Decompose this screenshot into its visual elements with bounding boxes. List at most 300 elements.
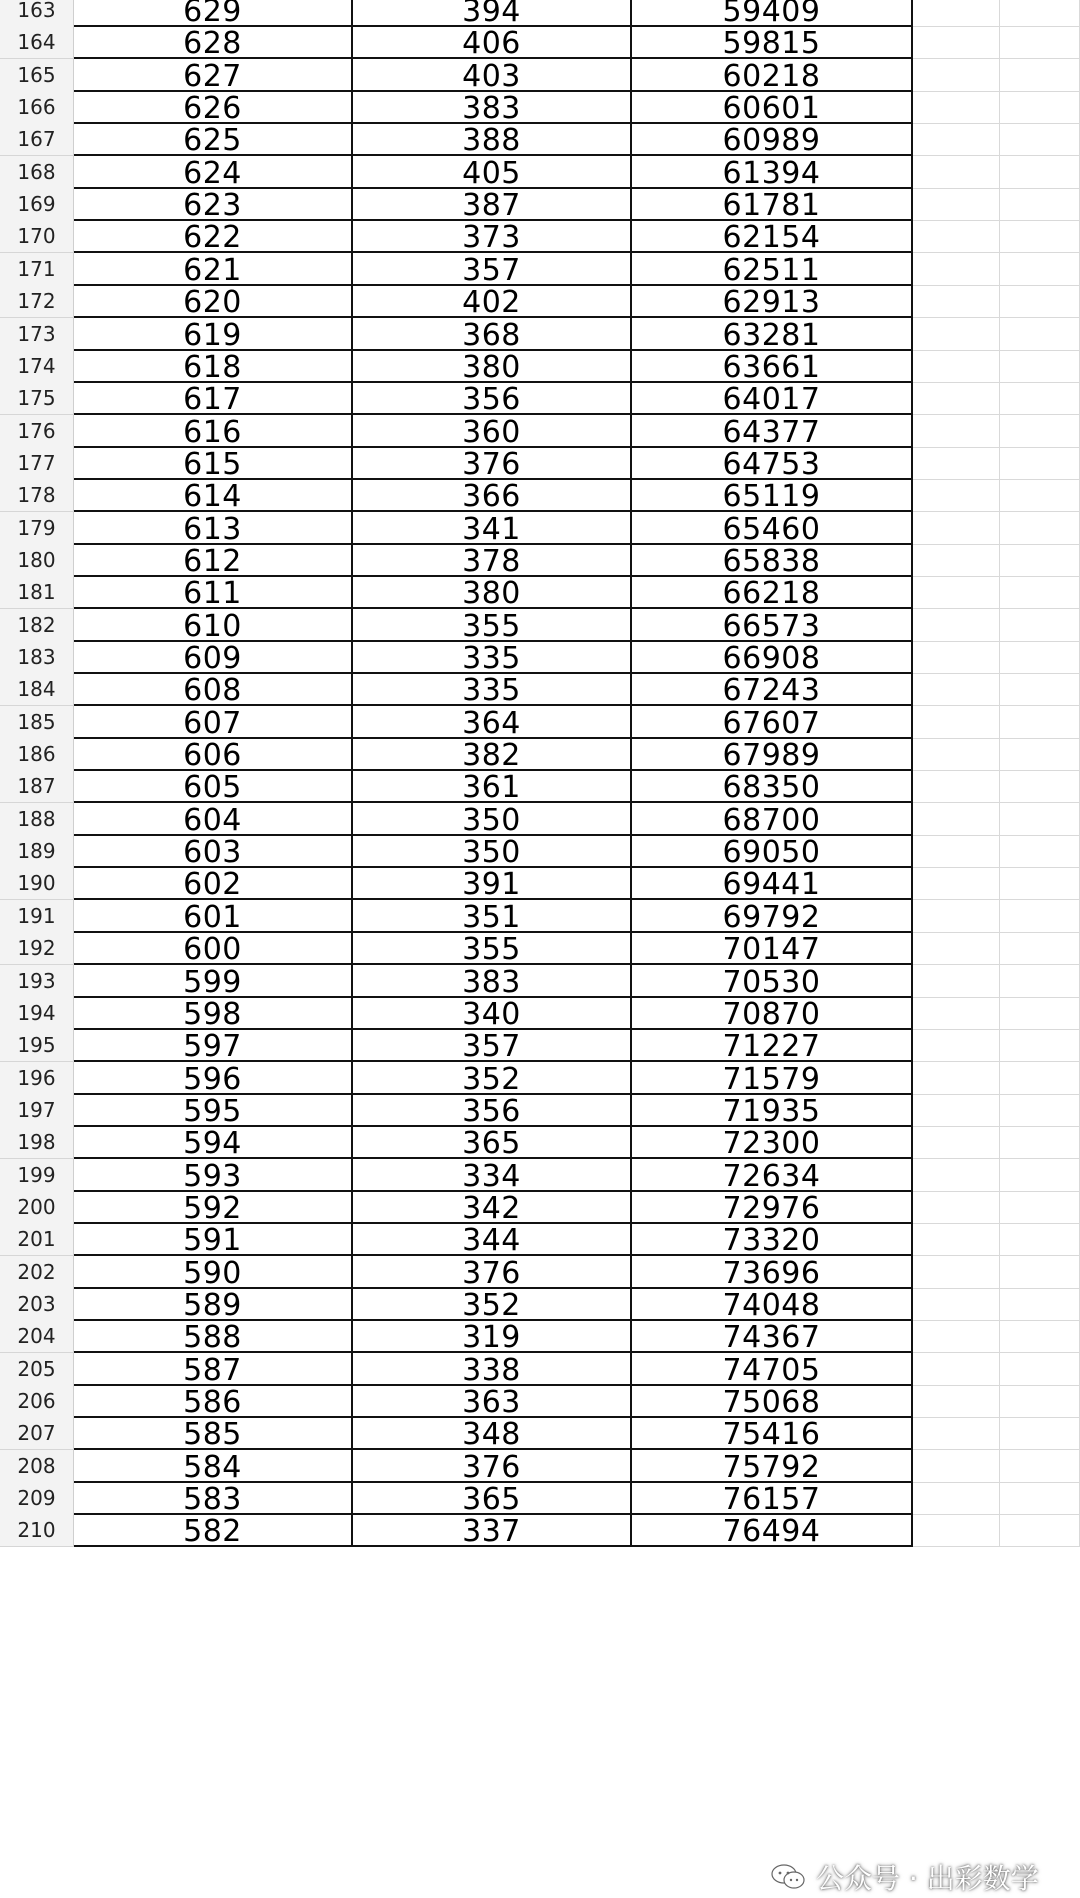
cumulative-cell[interactable]: 71227 [632,1029,913,1062]
count-cell[interactable]: 337 [353,1514,632,1547]
score-cell[interactable]: 617 [74,382,353,415]
score-cell[interactable]: 613 [74,512,353,545]
table-row [0,1223,1080,1259]
cumulative-cell[interactable]: 75416 [632,1417,913,1450]
table-row [0,253,1080,286]
count-cell[interactable]: 341 [353,512,632,545]
empty-cell[interactable] [1000,1514,1080,1547]
empty-cell[interactable] [1000,673,1080,706]
row-header[interactable]: 180 [0,544,74,577]
score-cell[interactable]: 628 [74,26,353,59]
count-cell[interactable]: 382 [353,738,632,771]
row-header[interactable]: 183 [0,641,74,674]
cumulative-cell[interactable]: 60601 [632,91,913,124]
score-cell[interactable]: 609 [74,641,353,674]
cumulative-cell[interactable]: 64377 [632,415,913,448]
row-header[interactable]: 192 [0,932,74,965]
empty-cell[interactable] [913,1029,1000,1062]
empty-cell[interactable] [1000,1094,1080,1127]
empty-cell[interactable] [913,318,1000,351]
empty-cell[interactable] [913,770,1000,803]
empty-cell[interactable] [1000,965,1080,998]
empty-cell[interactable] [1000,1126,1080,1159]
empty-cell[interactable] [1000,188,1080,221]
cumulative-cell[interactable]: 74705 [632,1353,913,1386]
cumulative-cell[interactable]: 64017 [632,382,913,415]
score-cell[interactable]: 601 [74,900,353,933]
count-cell[interactable]: 383 [353,91,632,124]
count-cell[interactable]: 350 [353,803,632,836]
empty-cell[interactable] [1000,1288,1080,1321]
row-header[interactable]: 207 [0,1417,74,1450]
empty-cell[interactable] [913,900,1000,933]
empty-cell[interactable] [1000,835,1080,868]
empty-cell[interactable] [913,609,1000,642]
row-header[interactable]: 198 [0,1126,74,1159]
wechat-icon [770,1863,806,1891]
score-cell[interactable]: 597 [74,1029,353,1062]
empty-cell[interactable] [913,1094,1000,1127]
count-cell[interactable]: 356 [353,382,632,415]
row-header[interactable]: 188 [0,803,74,836]
empty-cell[interactable] [913,1223,1000,1256]
empty-cell[interactable] [913,706,1000,739]
row-header[interactable]: 174 [0,350,74,383]
score-cell[interactable]: 594 [74,1126,353,1159]
score-cell[interactable]: 599 [74,965,353,998]
empty-cell[interactable] [913,91,1000,124]
empty-cell[interactable] [913,544,1000,577]
score-cell[interactable]: 603 [74,835,353,868]
row-header[interactable]: 181 [0,576,74,609]
count-cell[interactable]: 376 [353,1450,632,1483]
empty-cell[interactable] [913,26,1000,59]
empty-cell[interactable] [1000,220,1080,253]
count-cell[interactable]: 360 [353,415,632,448]
count-cell[interactable]: 365 [353,1482,632,1515]
count-cell[interactable]: 338 [353,1353,632,1386]
table-row [0,415,1080,448]
score-cell[interactable]: 624 [74,156,353,189]
cumulative-cell[interactable]: 66218 [632,576,913,609]
cumulative-cell[interactable]: 59409 [632,0,913,27]
empty-cell[interactable] [913,932,1000,965]
cumulative-cell[interactable]: 76157 [632,1482,913,1515]
score-cell[interactable]: 620 [74,285,353,318]
empty-cell[interactable] [913,1450,1000,1483]
empty-cell[interactable] [913,415,1000,448]
row-header[interactable]: 177 [0,447,74,480]
empty-cell[interactable] [913,1514,1000,1547]
empty-cell[interactable] [1000,1320,1080,1353]
empty-cell[interactable] [1000,0,1080,27]
count-cell[interactable]: 388 [353,123,632,156]
cumulative-cell[interactable]: 60989 [632,123,913,156]
row-header[interactable]: 205 [0,1353,74,1386]
cumulative-cell[interactable]: 65460 [632,512,913,545]
empty-cell[interactable] [913,220,1000,253]
score-cell[interactable]: 587 [74,1353,353,1386]
count-cell[interactable]: 368 [353,318,632,351]
score-cell[interactable]: 621 [74,253,353,286]
row-header[interactable]: 193 [0,965,74,998]
empty-cell[interactable] [1000,803,1080,836]
cumulative-cell[interactable]: 68350 [632,770,913,803]
empty-cell[interactable] [913,867,1000,900]
count-cell[interactable]: 383 [353,965,632,998]
row-header[interactable]: 191 [0,900,74,933]
empty-cell[interactable] [913,350,1000,383]
score-cell[interactable]: 583 [74,1482,353,1515]
score-cell[interactable]: 623 [74,188,353,221]
cumulative-cell[interactable]: 67607 [632,706,913,739]
row-header[interactable]: 203 [0,1288,74,1321]
row-header[interactable]: 165 [0,59,74,92]
count-cell[interactable]: 405 [353,156,632,189]
table-row [0,26,1080,62]
score-cell[interactable]: 595 [74,1094,353,1127]
cumulative-cell[interactable]: 63281 [632,318,913,351]
empty-cell[interactable] [1000,867,1080,900]
empty-cell[interactable] [1000,576,1080,609]
empty-cell[interactable] [1000,1223,1080,1256]
count-cell[interactable]: 364 [353,706,632,739]
score-cell[interactable]: 596 [74,1062,353,1095]
count-cell[interactable]: 319 [353,1320,632,1353]
score-cell[interactable]: 598 [74,997,353,1030]
count-cell[interactable]: 376 [353,447,632,480]
row-header[interactable]: 189 [0,835,74,868]
row-header[interactable]: 175 [0,382,74,415]
empty-cell[interactable] [913,965,1000,998]
empty-cell[interactable] [1000,1385,1080,1418]
table-row [0,803,1080,836]
empty-cell[interactable] [1000,1191,1080,1224]
score-cell[interactable]: 604 [74,803,353,836]
score-cell[interactable]: 593 [74,1159,353,1192]
cumulative-cell[interactable]: 73320 [632,1223,913,1256]
empty-cell[interactable] [1000,1029,1080,1062]
cumulative-cell[interactable]: 65119 [632,479,913,512]
cumulative-cell[interactable]: 62511 [632,253,913,286]
score-cell[interactable]: 590 [74,1256,353,1289]
count-cell[interactable]: 352 [353,1062,632,1095]
empty-cell[interactable] [1000,253,1080,286]
row-header[interactable]: 210 [0,1514,74,1547]
score-cell[interactable]: 582 [74,1514,353,1547]
empty-cell[interactable] [1000,1256,1080,1289]
table-row [0,544,1080,577]
count-cell[interactable]: 394 [353,0,632,27]
empty-cell[interactable] [913,479,1000,512]
count-cell[interactable]: 357 [353,1029,632,1062]
count-cell[interactable]: 406 [353,26,632,59]
empty-cell[interactable] [913,1482,1000,1515]
empty-cell[interactable] [1000,91,1080,124]
score-cell[interactable]: 615 [74,447,353,480]
empty-cell[interactable] [1000,1062,1080,1095]
empty-cell[interactable] [1000,900,1080,933]
empty-cell[interactable] [1000,318,1080,351]
count-cell[interactable]: 402 [353,285,632,318]
cumulative-cell[interactable]: 63661 [632,350,913,383]
count-cell[interactable]: 350 [353,835,632,868]
empty-cell[interactable] [913,738,1000,771]
count-cell[interactable]: 363 [353,1385,632,1418]
score-cell[interactable]: 591 [74,1223,353,1256]
empty-cell[interactable] [913,835,1000,868]
empty-cell[interactable] [913,1353,1000,1386]
row-header[interactable]: 169 [0,188,74,221]
score-cell[interactable]: 619 [74,318,353,351]
score-cell[interactable]: 586 [74,1385,353,1418]
score-cell[interactable]: 611 [74,576,353,609]
score-cell[interactable]: 584 [74,1450,353,1483]
count-cell[interactable]: 391 [353,867,632,900]
cumulative-cell[interactable]: 66573 [632,609,913,642]
row-header[interactable]: 186 [0,738,74,771]
empty-cell[interactable] [1000,382,1080,415]
score-cell[interactable]: 627 [74,59,353,92]
empty-cell[interactable] [913,156,1000,189]
table-row [0,738,1080,774]
count-cell[interactable]: 344 [353,1223,632,1256]
score-cell[interactable]: 625 [74,123,353,156]
cumulative-cell[interactable]: 69792 [632,900,913,933]
count-cell[interactable]: 348 [353,1417,632,1450]
empty-cell[interactable] [1000,415,1080,448]
row-header[interactable]: 200 [0,1191,74,1224]
cumulative-cell[interactable]: 60218 [632,59,913,92]
cumulative-cell[interactable]: 76494 [632,1514,913,1547]
score-cell[interactable]: 618 [74,350,353,383]
empty-cell[interactable] [913,1126,1000,1159]
cumulative-cell[interactable]: 73696 [632,1256,913,1289]
cumulative-cell[interactable]: 66908 [632,641,913,674]
score-cell[interactable]: 607 [74,706,353,739]
cumulative-cell[interactable]: 67243 [632,673,913,706]
row-header[interactable]: 196 [0,1062,74,1095]
table-row [0,932,1080,968]
cumulative-cell[interactable]: 61394 [632,156,913,189]
cumulative-cell[interactable]: 72976 [632,1191,913,1224]
cumulative-cell[interactable]: 75792 [632,1450,913,1483]
cumulative-cell[interactable]: 71579 [632,1062,913,1095]
empty-cell[interactable] [1000,156,1080,189]
count-cell[interactable]: 376 [353,1256,632,1289]
row-header[interactable]: 171 [0,253,74,286]
row-header[interactable]: 170 [0,220,74,253]
row-header[interactable]: 164 [0,26,74,59]
empty-cell[interactable] [1000,1353,1080,1386]
empty-cell[interactable] [1000,285,1080,318]
empty-cell[interactable] [913,447,1000,480]
score-cell[interactable]: 626 [74,91,353,124]
cumulative-cell[interactable]: 74367 [632,1320,913,1353]
score-cell[interactable]: 612 [74,544,353,577]
score-cell[interactable]: 610 [74,609,353,642]
empty-cell[interactable] [1000,26,1080,59]
cumulative-cell[interactable]: 72634 [632,1159,913,1192]
row-header[interactable]: 199 [0,1159,74,1192]
row-header[interactable]: 202 [0,1256,74,1289]
count-cell[interactable]: 356 [353,1094,632,1127]
empty-cell[interactable] [1000,1159,1080,1192]
empty-cell[interactable] [1000,1482,1080,1515]
empty-cell[interactable] [1000,1450,1080,1483]
score-cell[interactable]: 616 [74,415,353,448]
empty-cell[interactable] [913,382,1000,415]
cumulative-cell[interactable]: 62154 [632,220,913,253]
empty-cell[interactable] [1000,512,1080,545]
empty-cell[interactable] [913,1288,1000,1321]
score-cell[interactable]: 614 [74,479,353,512]
count-cell[interactable]: 334 [353,1159,632,1192]
empty-cell[interactable] [1000,997,1080,1030]
row-header[interactable]: 172 [0,285,74,318]
cumulative-cell[interactable]: 65838 [632,544,913,577]
row-header[interactable]: 209 [0,1482,74,1515]
row-header[interactable]: 187 [0,770,74,803]
row-header[interactable]: 173 [0,318,74,351]
empty-cell[interactable] [1000,641,1080,674]
cumulative-cell[interactable]: 69441 [632,867,913,900]
empty-cell[interactable] [1000,350,1080,383]
empty-cell[interactable] [1000,1417,1080,1450]
row-header[interactable]: 197 [0,1094,74,1127]
row-header[interactable]: 195 [0,1029,74,1062]
empty-cell[interactable] [913,576,1000,609]
count-cell[interactable]: 335 [353,673,632,706]
cumulative-cell[interactable]: 70530 [632,965,913,998]
count-cell[interactable]: 335 [353,641,632,674]
count-cell[interactable]: 355 [353,932,632,965]
score-cell[interactable]: 622 [74,220,353,253]
empty-cell[interactable] [913,803,1000,836]
empty-cell[interactable] [913,1320,1000,1353]
count-cell[interactable]: 366 [353,479,632,512]
score-cell[interactable]: 588 [74,1320,353,1353]
cumulative-cell[interactable]: 74048 [632,1288,913,1321]
cumulative-cell[interactable]: 69050 [632,835,913,868]
count-cell[interactable]: 342 [353,1191,632,1224]
cumulative-cell[interactable]: 62913 [632,285,913,318]
count-cell[interactable]: 373 [353,220,632,253]
empty-cell[interactable] [913,1191,1000,1224]
score-cell[interactable]: 602 [74,867,353,900]
cumulative-cell[interactable]: 59815 [632,26,913,59]
count-cell[interactable]: 365 [353,1126,632,1159]
empty-cell[interactable] [913,1159,1000,1192]
empty-cell[interactable] [1000,770,1080,803]
empty-cell[interactable] [913,1062,1000,1095]
row-header[interactable]: 206 [0,1385,74,1418]
empty-cell[interactable] [913,1385,1000,1418]
count-cell[interactable]: 351 [353,900,632,933]
count-cell[interactable]: 361 [353,770,632,803]
row-header[interactable]: 194 [0,997,74,1030]
cumulative-cell[interactable]: 70870 [632,997,913,1030]
row-header[interactable]: 163 [0,0,74,27]
score-cell[interactable]: 606 [74,738,353,771]
empty-cell[interactable] [913,641,1000,674]
empty-cell[interactable] [1000,59,1080,92]
row-header[interactable]: 204 [0,1320,74,1353]
count-cell[interactable]: 352 [353,1288,632,1321]
empty-cell[interactable] [1000,447,1080,480]
row-header[interactable]: 182 [0,609,74,642]
count-cell[interactable]: 380 [353,576,632,609]
count-cell[interactable]: 387 [353,188,632,221]
score-cell[interactable]: 608 [74,673,353,706]
empty-cell[interactable] [1000,706,1080,739]
cumulative-cell[interactable]: 75068 [632,1385,913,1418]
row-header[interactable]: 185 [0,706,74,739]
empty-cell[interactable] [913,123,1000,156]
count-cell[interactable]: 380 [353,350,632,383]
count-cell[interactable]: 403 [353,59,632,92]
score-cell[interactable]: 592 [74,1191,353,1224]
table-row [0,318,1080,351]
empty-cell[interactable] [1000,932,1080,965]
count-cell[interactable]: 357 [353,253,632,286]
score-cell[interactable]: 605 [74,770,353,803]
empty-cell[interactable] [1000,738,1080,771]
score-cell[interactable]: 585 [74,1417,353,1450]
empty-cell[interactable] [1000,479,1080,512]
table-row [0,1320,1080,1356]
row-header[interactable]: 184 [0,673,74,706]
empty-cell[interactable] [913,253,1000,286]
empty-cell[interactable] [1000,123,1080,156]
empty-cell[interactable] [913,673,1000,706]
empty-cell[interactable] [913,0,1000,27]
cumulative-cell[interactable]: 61781 [632,188,913,221]
cumulative-cell[interactable]: 64753 [632,447,913,480]
cumulative-cell[interactable]: 70147 [632,932,913,965]
empty-cell[interactable] [913,59,1000,92]
row-header[interactable]: 208 [0,1450,74,1483]
row-header[interactable]: 176 [0,415,74,448]
score-cell[interactable]: 589 [74,1288,353,1321]
empty-cell[interactable] [913,285,1000,318]
row-header[interactable]: 179 [0,512,74,545]
count-cell[interactable]: 355 [353,609,632,642]
empty-cell[interactable] [1000,544,1080,577]
row-header[interactable]: 190 [0,867,74,900]
row-header[interactable]: 167 [0,123,74,156]
row-header[interactable]: 166 [0,91,74,124]
empty-cell[interactable] [913,1417,1000,1450]
cumulative-cell[interactable]: 71935 [632,1094,913,1127]
score-cell[interactable]: 629 [74,0,353,27]
score-cell[interactable]: 600 [74,932,353,965]
empty-cell[interactable] [1000,609,1080,642]
empty-cell[interactable] [913,997,1000,1030]
cumulative-cell[interactable]: 72300 [632,1126,913,1159]
row-header[interactable]: 168 [0,156,74,189]
count-cell[interactable]: 378 [353,544,632,577]
table-row [0,706,1080,739]
count-cell[interactable]: 340 [353,997,632,1030]
cumulative-cell[interactable]: 67989 [632,738,913,771]
row-header[interactable]: 178 [0,479,74,512]
empty-cell[interactable] [913,188,1000,221]
cumulative-cell[interactable]: 68700 [632,803,913,836]
empty-cell[interactable] [913,1256,1000,1289]
row-header[interactable]: 201 [0,1223,74,1256]
empty-cell[interactable] [913,512,1000,545]
